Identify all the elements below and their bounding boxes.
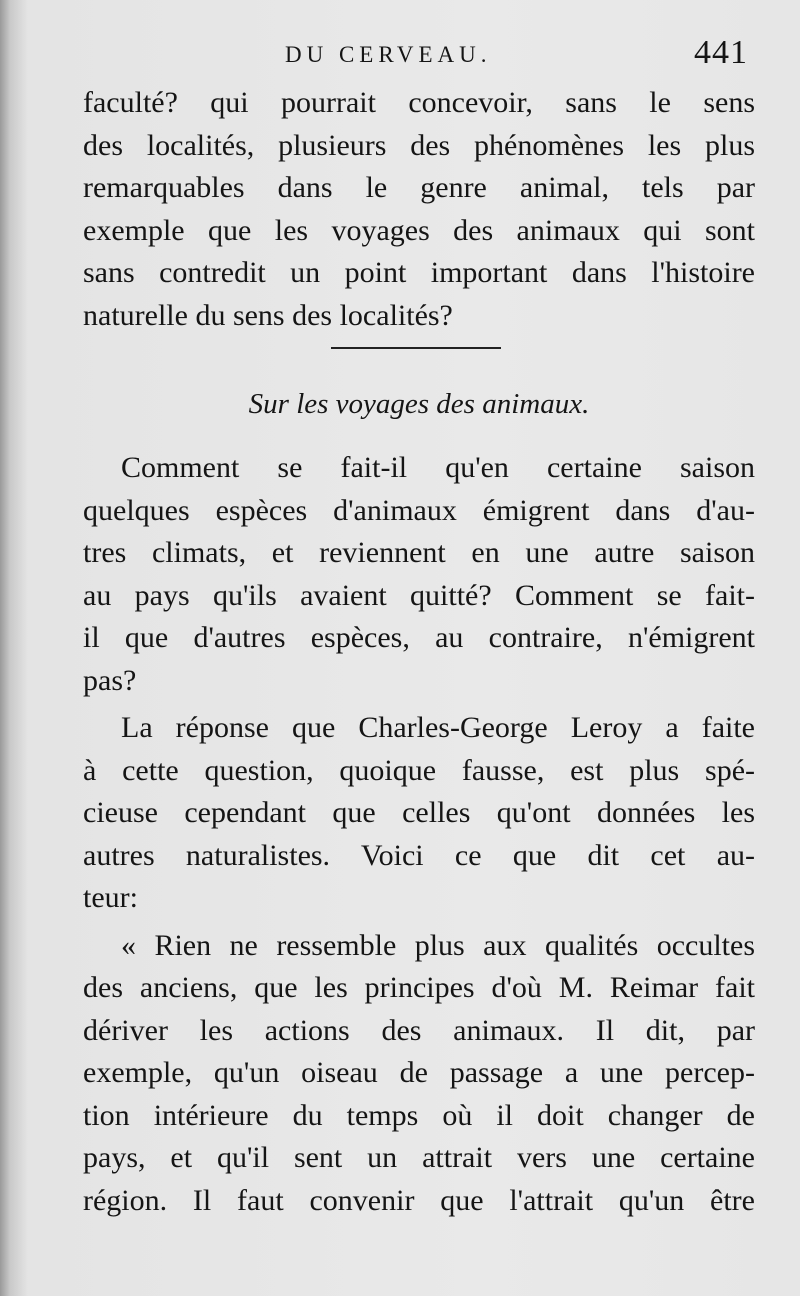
paragraph-2: [83, 447, 755, 702]
page-body: [83, 82, 755, 1222]
page-header: [0, 34, 800, 84]
text-line: quelques espèces d'animaux émigrent dans d'au-: [83, 493, 755, 527]
text-line: naturelle du sens des localités?: [83, 298, 453, 332]
text-line: pas?: [83, 663, 137, 697]
text-line: Comment se fait-il qu'en certaine saison: [121, 451, 755, 484]
text-line: remarquables dans le genre animal, tels par: [83, 171, 755, 204]
section-divider: [83, 337, 755, 377]
text-line: « Rien ne ressemble plus aux qualités occultes: [121, 928, 755, 962]
text-line: pays, et qu'il sent un attrait vers une certaine: [83, 1141, 755, 1174]
text-line: région. Il faut convenir que l'attrait qu'un être: [83, 1183, 755, 1217]
paragraph-3: [83, 707, 755, 920]
text-line: exemple, qu'un oiseau de passage a une percep-: [83, 1056, 755, 1089]
text-line: tion intérieure du temps où il doit changer de: [83, 1098, 755, 1132]
text-line: faculté? qui pourrait concevoir, sans le sens: [83, 86, 755, 119]
text-line: des anciens, que les principes d'où M. Reimar fait: [83, 971, 755, 1004]
text-line: au pays qu'ils avaient quitté? Comment se fait-: [83, 578, 755, 612]
text-line: des localités, plusieurs des phénomènes les plus: [83, 128, 755, 162]
text-line: il que d'autres espèces, au contraire, n'émigrent: [83, 621, 755, 654]
section-heading: Sur les voyages des animaux.: [248, 388, 590, 420]
text-line: exemple que les voyages des animaux qui sont: [83, 213, 755, 247]
text-line: à cette question, quoique fausse, est plus spé-: [83, 753, 755, 787]
text-line: tres climats, et reviennent en une autre saison: [83, 536, 755, 569]
divider-rule: [331, 347, 501, 349]
page-number: 441: [694, 34, 748, 71]
text-line: cieuse cependant que celles qu'ont données les: [83, 796, 755, 829]
text-line: La réponse que Charles-George Leroy a faite: [121, 711, 755, 744]
paragraph-4: [83, 925, 755, 1223]
paragraph-1: [83, 82, 755, 337]
text-line: autres naturalistes. Voici ce que dit cet au-: [83, 838, 755, 872]
text-line: dériver les actions des animaux. Il dit, par: [83, 1013, 755, 1047]
text-line: teur:: [83, 881, 138, 914]
running-title: DU CERVEAU.: [285, 42, 492, 67]
text-line: sans contredit un point important dans l'histoire: [83, 256, 755, 289]
